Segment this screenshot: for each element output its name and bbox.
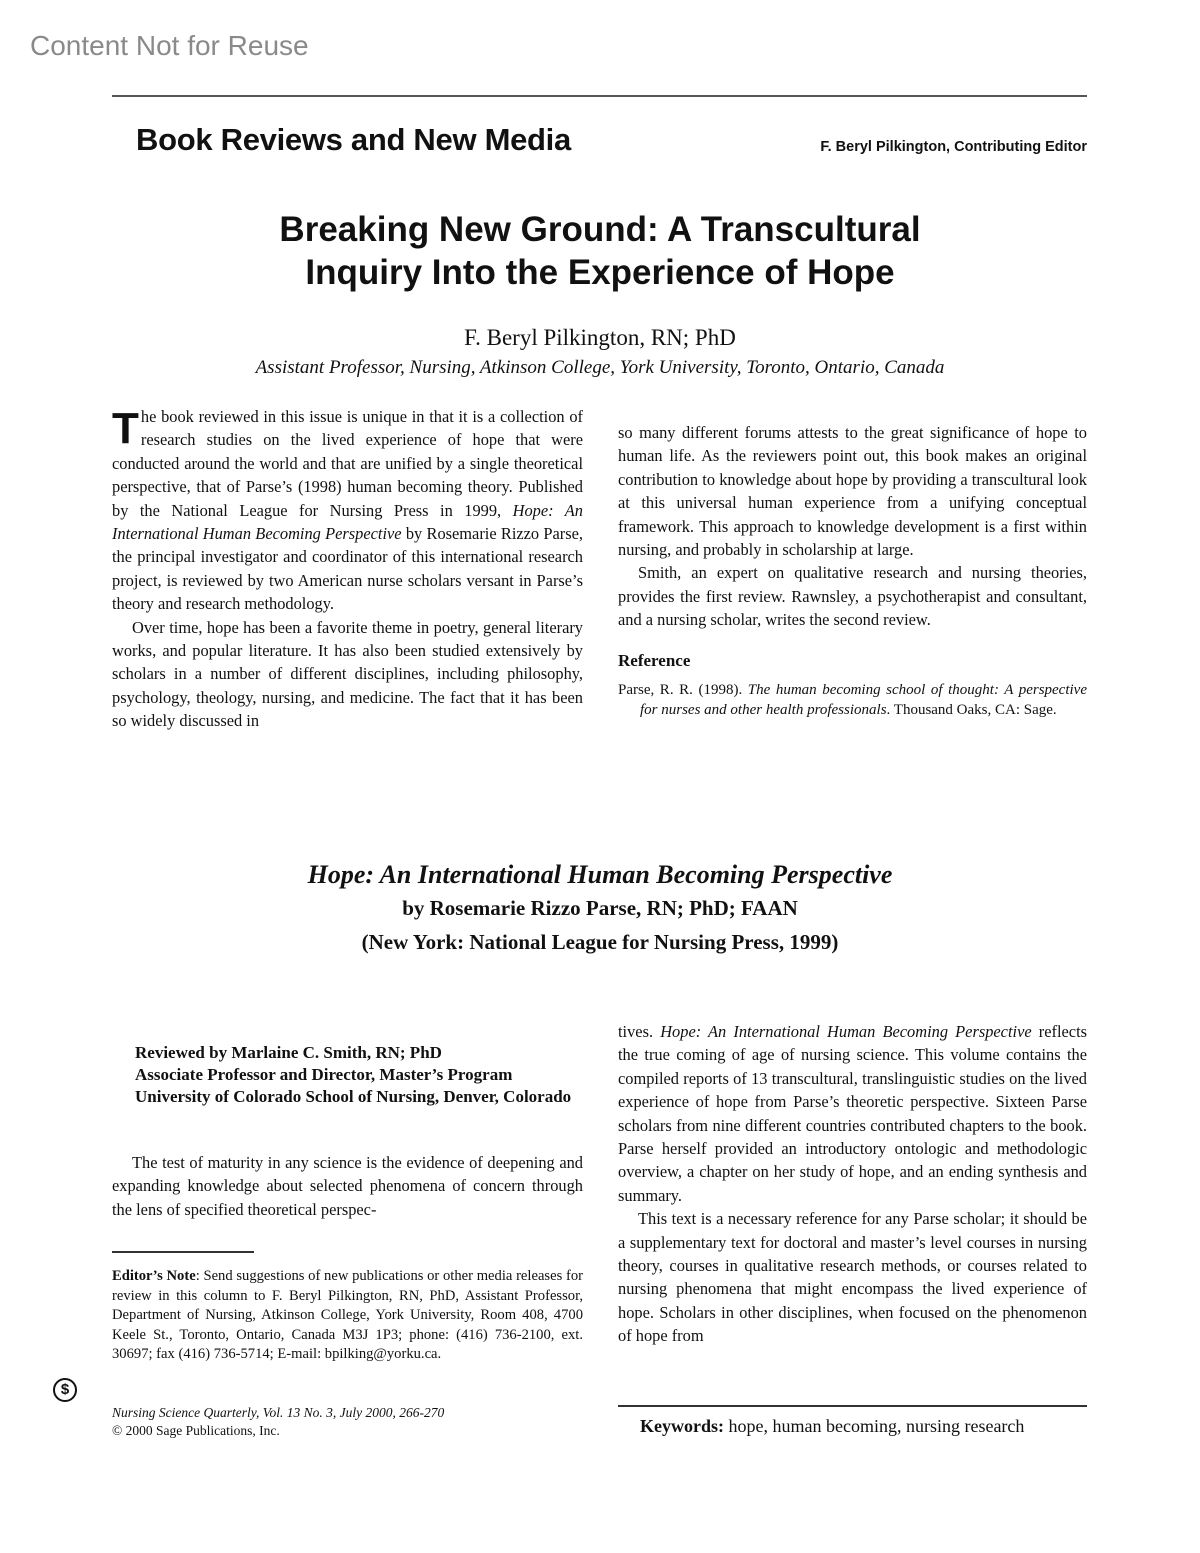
reviewer-institution: University of Colorado School of Nursing, Denver, Colorado (135, 1087, 572, 1106)
reviewer-name: Reviewed by Marlaine C. Smith, RN; PhD (135, 1043, 442, 1062)
book-title: Hope: An International Human Becoming Perspective (307, 860, 893, 889)
intro-paragraph-1 (112, 405, 583, 616)
reference-heading: Reference (618, 650, 691, 670)
editors-note (112, 1267, 583, 1365)
reference-title: The human becoming school of thought: A perspective for nurses and other health professionals (640, 682, 1087, 719)
intro-p1-text-b: by Rosemarie Rizzo Parse, the principal investigator and coordinator of this international research project, is reviewed by two American nurse scholars versant in Parse’s theory and research methodology. (112, 524, 583, 614)
reference-item (618, 680, 1087, 720)
journal-citation (112, 1404, 444, 1440)
watermark: Content Not for Reuse (30, 30, 309, 61)
drop-cap: T (112, 404, 139, 453)
top-rule (112, 95, 1087, 97)
article-title-line-2: Inquiry Into the Experience of Hope (305, 253, 895, 292)
book-author: by Rosemarie Rizzo Parse, RN; PhD; FAAN (402, 896, 798, 920)
intro-paragraph-3: so many different forums attests to the great significance of hope to human life. As the reviewers point out, this book makes an original contribution to knowledge about hope by providing a transcultural look at this universal human experience from a unifying conceptual framework. This approach to knowledge development is a first within nursing, and probably in scholarship at large. (618, 423, 1087, 560)
author-affiliation: Assistant Professor, Nursing, Atkinson College, York University, Toronto, Ontario, Canada (255, 357, 945, 378)
review-paragraph-1: The test of maturity in any science is the evidence of deepening and expanding knowledge about selected phenomena of concern through the lens of specified theoretical perspec- (112, 1153, 583, 1219)
reviewer-title: Associate Professor and Director, Master’s Program (135, 1065, 513, 1084)
article-title-line-1: Breaking New Ground: A Transcultural (279, 210, 921, 249)
intro-left-column (112, 405, 583, 733)
review-paragraph-2 (618, 1020, 1087, 1207)
article-title (0, 208, 1200, 294)
keywords (640, 1416, 1024, 1437)
intro-p1-book-title: Hope: An International Human Becoming Perspective (112, 500, 583, 544)
review-p2-book-title: Hope: An International Human Becoming Perspective (660, 1022, 1032, 1041)
review-left-column (112, 1151, 583, 1221)
section-title: Book Reviews and New Media (136, 122, 571, 157)
copyright-line: © 2000 Sage Publications, Inc. (112, 1423, 280, 1438)
intro-right-column (618, 421, 1087, 720)
intro-paragraph-4: Smith, an expert on qualitative research and nursing theories, provides the first review. Rawnsley, a psychotherapist and consultant, and a nursing scholar, writes the second review. (618, 563, 1087, 630)
keywords-rule (618, 1405, 1087, 1407)
sage-logo-icon: $ (53, 1378, 77, 1402)
book-publisher: (New York: National League for Nursing Press, 1999) (361, 930, 839, 954)
journal-line: Nursing Science Quarterly, Vol. 13 No. 3, July 2000, 266-270 (112, 1405, 445, 1420)
review-right-column (618, 1020, 1087, 1348)
contributing-editor: F. Beryl Pilkington, Contributing Editor (820, 139, 1087, 155)
article-author: F. Beryl Pilkington, RN; PhD (464, 325, 736, 350)
review-p2-text-b: reflects the true coming of age of nursing science. This volume contains the compiled reports of 13 transcultural, translinguistic studies on the lived experience of hope from Parse’s theoretic perspective. Sixteen Parse scholars from nine different countries contributed chapters to the book. Parse herself provided an introductory ontologic and methodologic overview, a chapter on her study of hope, and an ending synthesis and summary. (618, 1022, 1088, 1205)
keywords-text: hope, human becoming, nursing research (724, 1416, 1025, 1436)
review-paragraph-3: This text is a necessary reference for any Parse scholar; it should be a supplementary text for doctoral and master’s level courses in nursing theory, courses in qualitative research methods, or courses related to nursing phenomena that might encompass the lived experience of hope. Scholars in other disciplines, when focused on the phenomenon of hope from (618, 1209, 1087, 1346)
reference-author: Parse, R. R. (1998). (618, 682, 748, 699)
editors-note-text: : Send suggestions of new publications or other media releases for review in this column to F. Beryl Pilkington, RN, PhD, Assistant Professor, Department of Nursing, Atkinson College, York University, Room 408, 4700 Keele St., Toronto, Ontario, Canada M3J 1P3; phone: (416) 736-2100, ext. 30697; fax (416) 736-5714; E-mail: bpilking@yorku.ca. (112, 1268, 583, 1363)
intro-paragraph-2: Over time, hope has been a favorite theme in poetry, general literary works, and popular literature. It has also been studied extensively by scholars in a number of different disciplines, including philosophy, psychology, theology, nursing, and medicine. The fact that it has been so widely discussed in (112, 617, 583, 731)
keywords-label: Keywords: (640, 1416, 724, 1436)
review-p2-text-a: tives. (618, 1022, 661, 1041)
reviewer-block (135, 1042, 583, 1108)
editors-note-label: Editor’s Note (112, 1268, 196, 1284)
reference-publisher: . Thousand Oaks, CA: Sage. (886, 702, 1057, 719)
intro-p1-text-a: he book reviewed in this issue is unique in that it is a collection of research studies on the lived experience of hope that were conducted around the world and that are unified by a single theoretical perspective, that of Parse’s (1998) human becoming theory. Published by the National League for Nursing Press in 1999, (112, 407, 583, 520)
footnote-rule (112, 1251, 254, 1253)
